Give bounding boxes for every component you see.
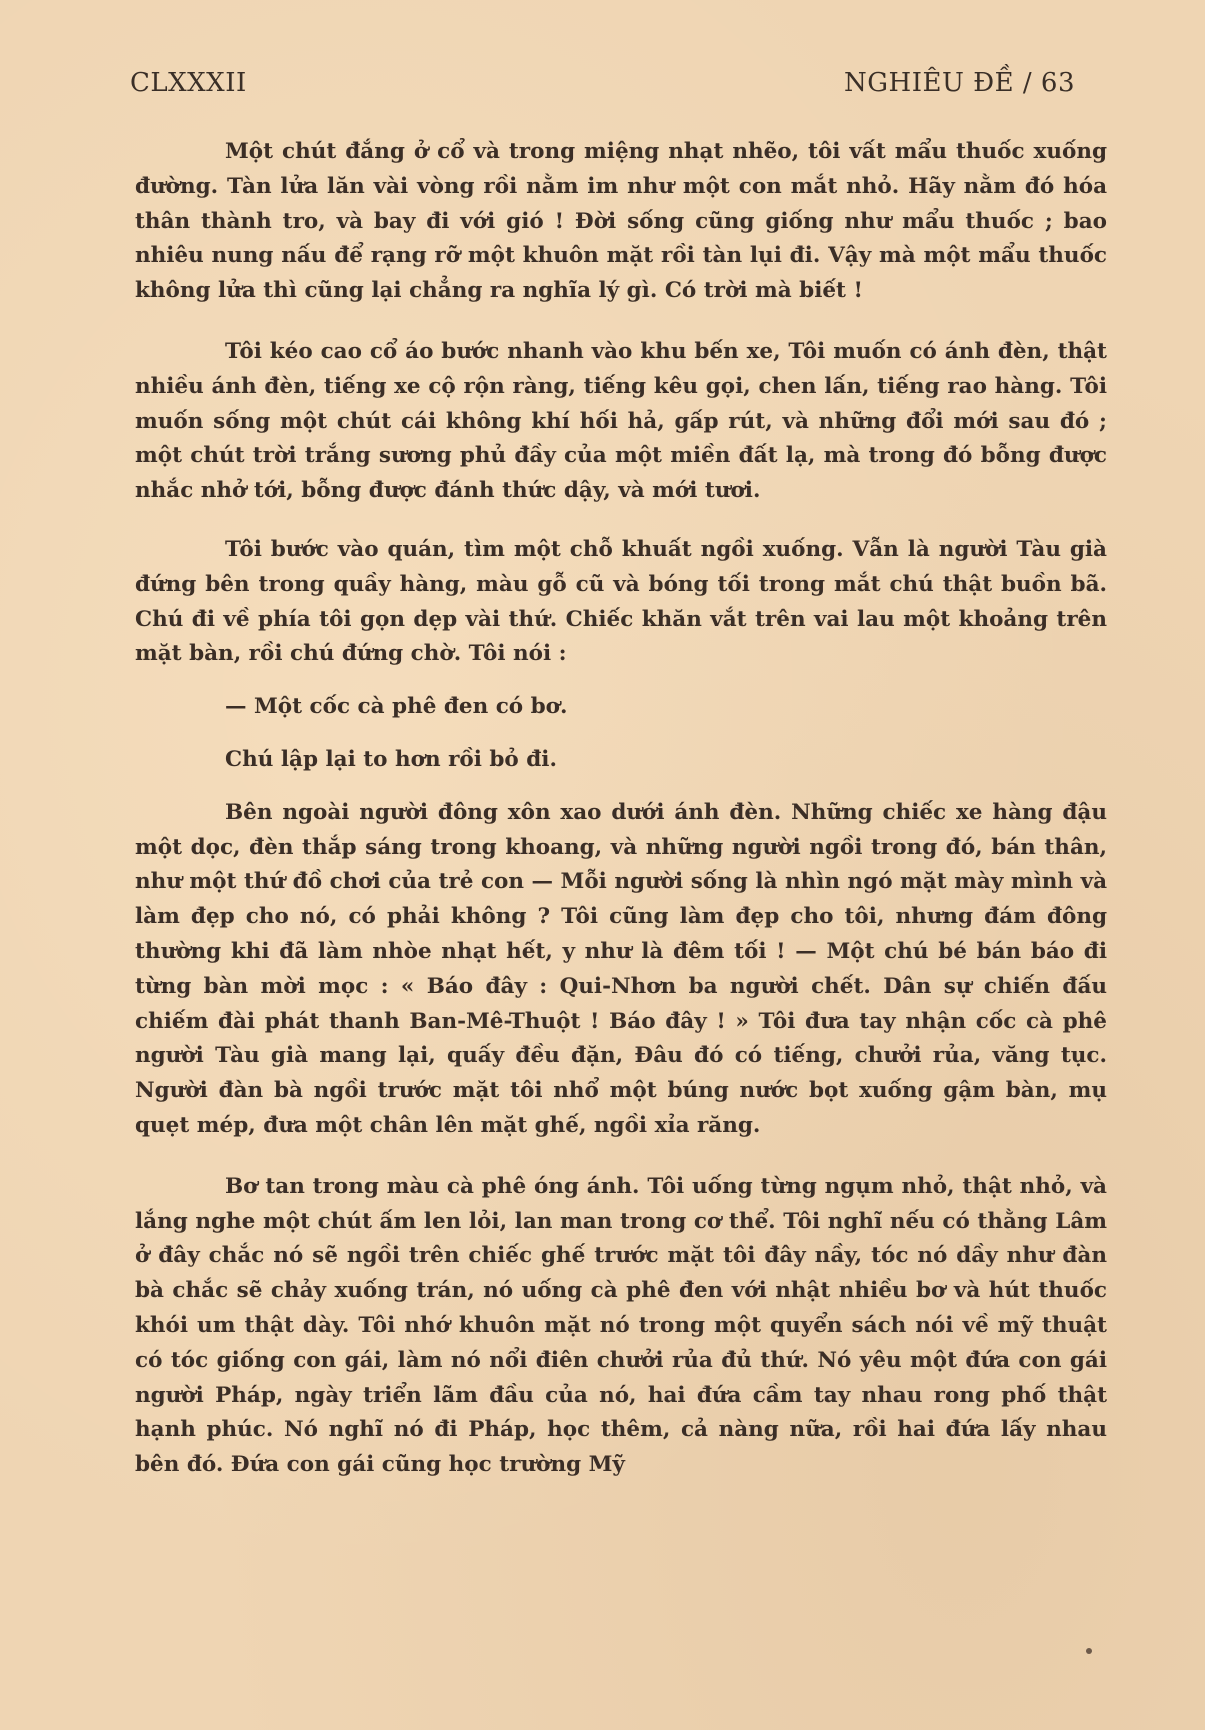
paragraph: Chú lập lại to hơn rồi bỏ đi.: [225, 746, 557, 772]
paragraph: Bơ tan trong màu cà phê óng ánh. Tôi uống từng ngụm nhỏ, thật nhỏ, và lắng nghe một chút ấm len lỏi, lan man trong cơ thể. Tôi nghĩ nếu có thằng Lâm ở đây chắc nó sẽ ngồi trên chiếc ghế trước mặt tôi đây nầy, tóc nó dầy như đàn bà chắc sẽ chảy xuống trán, nó uống cà phê đen với nhật nhiều bơ và hút thuốc khói um thật dày. Tôi nhớ khuôn mặt nó trong một quyển sách nói về mỹ thuật có tóc giống con gái, làm nó nổi điên chưởi rủa đủ thứ. Nó yêu một đứa con gái người Pháp, ngày triển lãm đầu của nó, hai đứa cầm tay nhau rong phố thật hạnh phúc. Nó nghĩ nó đi Pháp, học thêm, cả nàng nữa, rồi hai đứa lấy nhau bên đó. Đứa con gái cũng học trường Mỹ: [135, 1173, 1107, 1478]
running-title: NGHIÊU ĐỀ / 63: [844, 68, 1075, 98]
body-text: [135, 135, 1107, 1483]
dialogue-line: — Một cốc cà phê đen có bơ.: [225, 694, 568, 720]
paragraph: Một chút đắng ở cổ và trong miệng nhạt nhẽo, tôi vất mẩu thuốc xuống đường. Tàn lửa lăn vài vòng rồi nằm im như một con mắt nhỏ. Hãy nằm đó hóa thân thành tro, và bay đi với gió ! Đời sống cũng giống như mẩu thuốc ; bao nhiêu nung nấu để rạng rỡ một khuôn mặt rồi tàn lụi đi. Vậy mà một mẩu thuốc không lửa thì cũng lại chẳng ra nghĩa lý gì. Có trời mà biết !: [135, 139, 1107, 304]
page-header: [130, 68, 1075, 98]
paragraph: Tôi kéo cao cổ áo bước nhanh vào khu bến xe, Tôi muốn có ánh đèn, thật nhiều ánh đèn, tiếng xe cộ rộn ràng, tiếng kêu gọi, chen lấn, tiếng rao hàng. Tôi muốn sống một chút cái không khí hối hả, gấp rút, và những đổi mới sau đó ; một chút trời trắng sương phủ đầy của một miền đất lạ, mà trong đó bỗng được nhắc nhở tới, bỗng được đánh thức dậy, và mới tươi.: [135, 338, 1107, 504]
paragraph: Bên ngoài người đông xôn xao dưới ánh đèn. Những chiếc xe hàng đậu một dọc, đèn thắp sáng trong khoang, và những người ngồi trong đó, bán thân, như một thứ đồ chơi của trẻ con — Mỗi người sống là nhìn ngó mặt mày mình và làm đẹp cho nó, có phải không ? Tôi cũng làm đẹp cho tôi, nhưng đám đông thường khi đã làm nhòe nhạt hết, y như là đêm tối ! — Một chú bé bán báo đi từng bàn mời mọc : « Báo đây : Qui-Nhơn ba người chết. Dân sự chiến đấu chiếm đài phát thanh Ban-Mê-Thuột ! Báo đây ! » Tôi đưa tay nhận cốc cà phê người Tàu già mang lại, quấy đều đặn, Đâu đó có tiếng, chưởi rủa, văng tục. Người đàn bà ngồi trước mặt tôi nhổ một búng nước bọt xuống gậm bàn, mụ quẹt mép, đưa một chân lên mặt ghế, ngồi xỉa răng.: [135, 799, 1107, 1138]
issue-number: CLXXXII: [130, 68, 247, 98]
ink-spot: [1086, 1648, 1092, 1654]
paragraph: Tôi bước vào quán, tìm một chỗ khuất ngồi xuống. Vẫn là người Tàu già đứng bên trong quầy hàng, màu gỗ cũ và bóng tối trong mắt chú thật buồn bã. Chú đi về phía tôi gọn dẹp vài thứ. Chiếc khăn vắt trên vai lau một khoảng trên mặt bàn, rồi chú đứng chờ. Tôi nói :: [135, 536, 1107, 667]
